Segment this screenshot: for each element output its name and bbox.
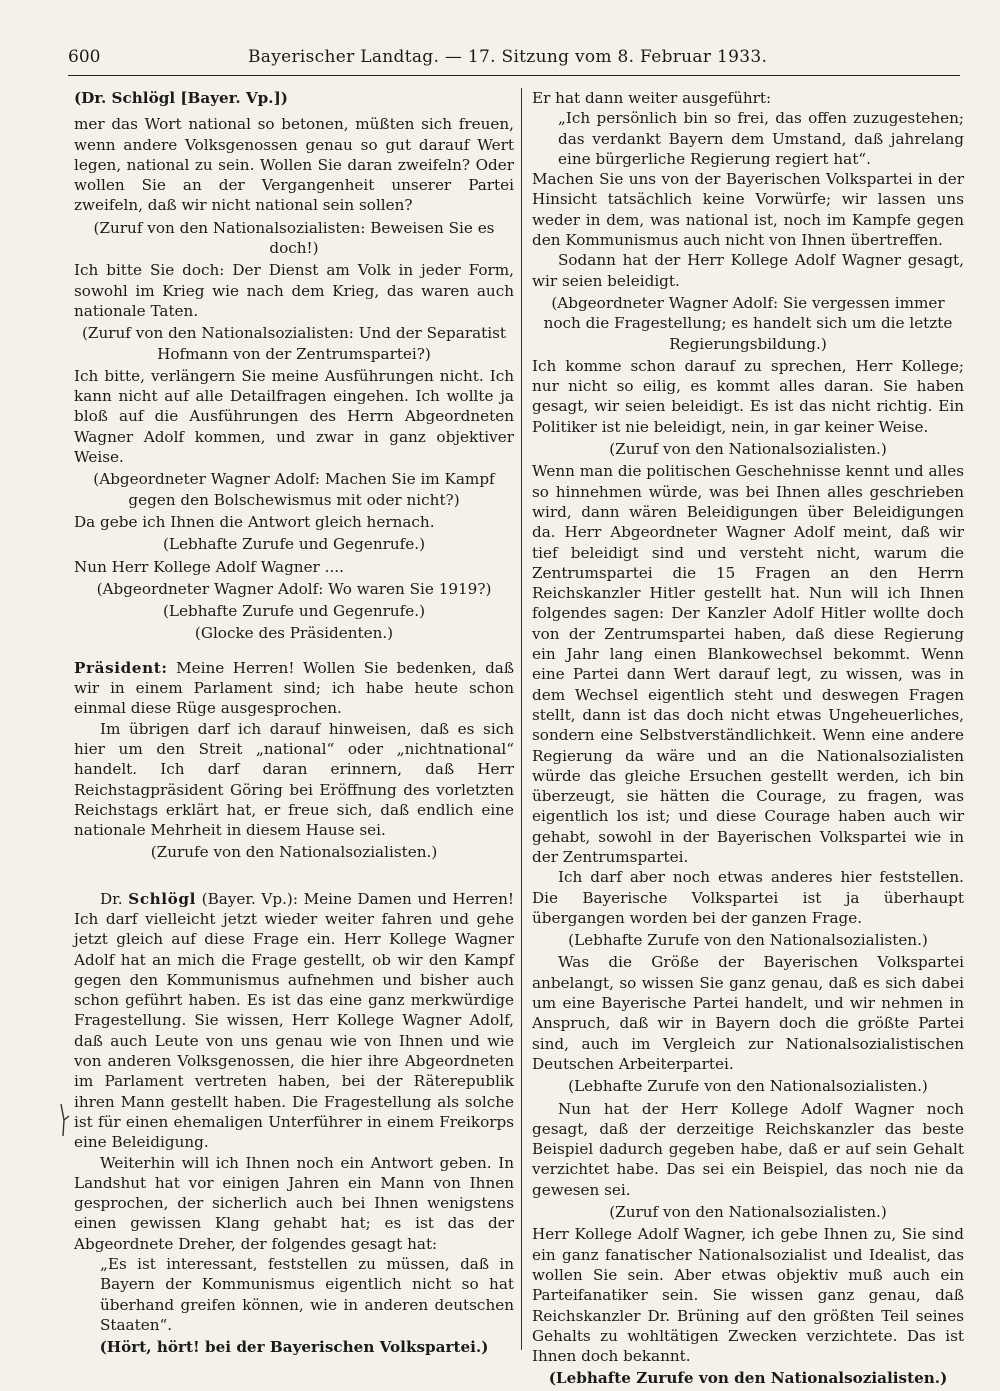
paragraph: Ich bitte, verlängern Sie meine Ausführungen nicht. Ich kann nicht auf alle Detailfragen eingehen. Ich wollte ja bloß auf die Ausführungen des Herrn Abgeordneten Wagner Adolf kommen, und zwar in ganz objektiver Weise. bbox=[74, 366, 514, 467]
paragraph: Sodann hat der Herr Kollege Adolf Wagner gesagt, wir seien beleidigt. bbox=[532, 251, 964, 290]
interjection: (Zurufe von den Nationalsozialisten.) bbox=[150, 843, 438, 862]
president-speaker: Präsident: bbox=[74, 658, 168, 677]
interjection: (Lebhafte Zurufe von den Nationalsozialisten.) bbox=[568, 1077, 928, 1096]
column-divider bbox=[521, 88, 522, 1350]
quotation: „Es ist interessant, feststellen zu müssen, daß in Bayern der Kommunismus eigentlich nicht so hat überhand greifen können, wie in anderen deutschen Staaten“. bbox=[100, 1255, 514, 1334]
interjection: (Abgeordneter Wagner Adolf: Machen Sie im Kampf gegen den Bolschewismus mit oder nicht?) bbox=[93, 470, 495, 509]
quotation: „Ich persönlich bin so frei, das offen zuzugestehen; das verdankt Bayern dem Umstand, daß jahrelang eine bürgerliche Regierung regiert hat“. bbox=[558, 109, 964, 168]
paragraph: Ich komme schon darauf zu sprechen, Herr Kollege; nur nicht so eilig, es kommt alles daran. Sie haben gesagt, wir seien beleidigt. Es ist das nicht richtig. Ein Politiker ist nie beleidigt, nein, in gar keiner Weise. bbox=[532, 356, 964, 436]
handwritten-margin-mark bbox=[58, 1100, 72, 1140]
paragraph: Nun Herr Kollege Adolf Wagner .... bbox=[74, 557, 344, 576]
left-column bbox=[74, 88, 514, 1360]
president-paragraph bbox=[74, 658, 514, 719]
speaker-party: (Bayer. Vp.): bbox=[201, 889, 298, 908]
speaker-continuation-heading: (Dr. Schlögl [Bayer. Vp.]) bbox=[74, 89, 288, 107]
interjection: (Abgeordneter Wagner Adolf: Wo waren Sie 1919?) bbox=[96, 579, 492, 598]
interjection: (Zuruf von den Nationalsozialisten: Und der Separatist Hofmann von der Zentrumspartei?) bbox=[82, 324, 506, 363]
paragraph: Wenn man die politischen Geschehnisse kennt und alles so hinnehmen würde, was bei Ihnen alles geschrieben wird, dann wären Beleidigungen über Beleidigungen da. Herr Abgeordneter Wagner Adolf meint, daß wir tief beleidigt sind und versteht nicht, warum die Zentrumspartei die 15 Fragen an den Herrn Reichskanzler Hitler gestellt hat. Nun will ich Ihnen folgendes sagen: Der Kanzler Adolf Hitler wollte doch von der Zentrumspartei haben, daß diese Regierung ein Jahr lang einen Blankowechsel bekommt. Wenn eine Partei dann Wert darauf legt, zu wissen, was in dem Wechsel eigentlich steht und deswegen Fragen stellt, dann ist das doch nicht etwas Ungeheuerliches, sondern eine Selbstverständlichkeit. Wenn eine andere Regierung da wäre und an die Nationalsozialisten würde das gleiche Ersuchen gestellt werden, ich bin überzeugt, sie hätten die Courage, zu fragen, was eigentlich los ist; und diese Courage haben auch wir gehabt, sowohl in der Bayerischen Volkspartei wie in der Zentrumspartei. bbox=[532, 462, 964, 866]
paragraph: Im übrigen darf ich darauf hinweisen, daß es sich hier um den Streit „national“ oder „nichtnational“ handelt. Ich darf daran erinnern, daß Herr Reichstagpräsident Göring bei Eröffnung des vorletzten Reichstags erklärt hat, er freue sich, daß endlich eine nationale Mehrheit in diesem Hause sei. bbox=[74, 719, 514, 840]
interjection: (Glocke des Präsidenten.) bbox=[194, 624, 394, 643]
paragraph: mer das Wort national so betonen, müßten sich freuen, wenn andere Volksgenossen genau so gut darauf Wert legen, national zu sein. Wollen Sie daran zweifeln? Oder wollen Sie an der Vergangenheit unserer Partei zweifeln, daß wir nicht national sein sollen? bbox=[74, 115, 514, 215]
paragraph: Er hat dann weiter ausgeführt: bbox=[532, 89, 772, 107]
speaker-title: Dr. bbox=[100, 889, 123, 908]
interjection: (Lebhafte Zurufe von den Nationalsozialisten.) bbox=[568, 931, 928, 950]
right-column bbox=[532, 88, 964, 1391]
running-header bbox=[68, 47, 960, 76]
interjection: (Zuruf von den Nationalsozialisten.) bbox=[609, 1203, 887, 1222]
interjection: (Abgeordneter Wagner Adolf: Sie vergessen immer noch die Fragestellung; es handelt sich um die letzte Regierungsbildung.) bbox=[543, 293, 953, 353]
paragraph: Da gebe ich Ihnen die Antwort gleich hernach. bbox=[74, 512, 435, 531]
interjection: (Lebhafte Zurufe und Gegenrufe.) bbox=[162, 535, 426, 554]
interjection: (Lebhafte Zurufe und Gegenrufe.) bbox=[162, 602, 426, 621]
speaker-name: Schlögl bbox=[128, 889, 196, 908]
interjection: (Zuruf von den Nationalsozialisten: Beweisen Sie es doch!) bbox=[93, 218, 495, 258]
page-number: 600 bbox=[68, 47, 101, 67]
paragraph: Weiterhin will ich Ihnen noch ein Antwort geben. In Landshut hat vor einigen Jahren ein Mann von Ihnen gesprochen, der sicherlich auch bei Ihnen wenigstens einen gewissen Klang gehabt hat; es ist das der Abgeordnete Dreher, der folgendes gesagt hat: bbox=[74, 1153, 514, 1253]
paragraph: Was die Größe der Bayerischen Volkspartei anbelangt, so wissen Sie ganz genau, daß es sich dabei um eine Bayerische Partei handelt, und wir nehmen in Anspruch, daß wir in Bayern doch die größte Partei sind, auch im Vergleich zur Nationalsozialistischen Deutschen Arbeiterpartei. bbox=[532, 953, 964, 1073]
paragraph: Ich darf aber noch etwas anderes hier feststellen. Die Bayerische Volkspartei ist ja überhaupt übergangen worden bei der ganzen Frage. bbox=[532, 868, 964, 927]
interjection: (Zuruf von den Nationalsozialisten.) bbox=[609, 440, 887, 459]
running-title: Bayerischer Landtag. — 17. Sitzung vom 8. Februar 1933. bbox=[248, 47, 768, 67]
interjection: (Lebhafte Zurufe von den Nationalsozialisten.) bbox=[548, 1369, 948, 1388]
paragraph: Herr Kollege Adolf Wagner, ich gebe Ihnen zu, Sie sind ein ganz fanatischer Nationalsozialist und Idealist, das wollen Sie sein. Aber etwas objektiv muß auch ein Parteifanatiker sein. Sie wissen ganz genau, daß Reichskanzler Dr. Brüning auf den größten Teil seines Gehalts zu wohltätigen Zwecken verzichtete. Das ist Ihnen doch bekannt. bbox=[532, 1225, 964, 1366]
president-text: Meine Herren! Wollen Sie bedenken, daß wir in einem Parlament sind; ich habe heute schon einmal diese Rüge ausgesprochen. bbox=[74, 658, 515, 718]
paragraph: Machen Sie uns von der Bayerischen Volkspartei in der Hinsicht tatsächlich keine Vorwürfe; wir lassen uns weder in dem, was national ist, noch im Kampfe gegen den Kommunismus auch nicht von Ihnen übertreffen. bbox=[532, 170, 964, 250]
paragraph: Ich bitte Sie doch: Der Dienst am Volk in jeder Form, sowohl im Krieg wie nach dem Krieg, das waren auch nationale Taten. bbox=[74, 261, 514, 320]
interjection: (Hört, hört! bei der Bayerischen Volkspartei.) bbox=[99, 1338, 489, 1357]
paragraph: Nun hat der Herr Kollege Adolf Wagner noch gesagt, daß der derzeitige Reichskanzler das beste Beispiel dadurch gegeben habe, daß er auf sein Gehalt verzichtet habe. Das sei ein Beispiel, das noch nie da gewesen sei. bbox=[532, 1099, 964, 1199]
speaker-text: Meine Damen und Herren! Ich darf vielleicht jetzt wieder weiter fahren und gehe jetzt gleich auf diese Frage ein. Herr Kollege Wagner Adolf hat an mich die Frage gestellt, ob wir den Kampf gegen den Kommunismus aufnehmen und bisher auch schon geführt haben. Es ist das eine ganz merkwürdige Fragestellung. Sie wissen, Herr Kollege Wagner Adolf, daß auch Leute von uns genau wie von Ihnen und wie von anderen Volksgenossen, die hier ihre Abgeordneten im Parlament vertreten haben, bei der Räterepublik ihren Mann gestellt haben. Die Fragestellung als solche ist für einen ehemaligen Unterführer in einem Freikorps eine Beleidigung. bbox=[74, 889, 515, 1152]
speaker-paragraph bbox=[74, 889, 514, 1153]
